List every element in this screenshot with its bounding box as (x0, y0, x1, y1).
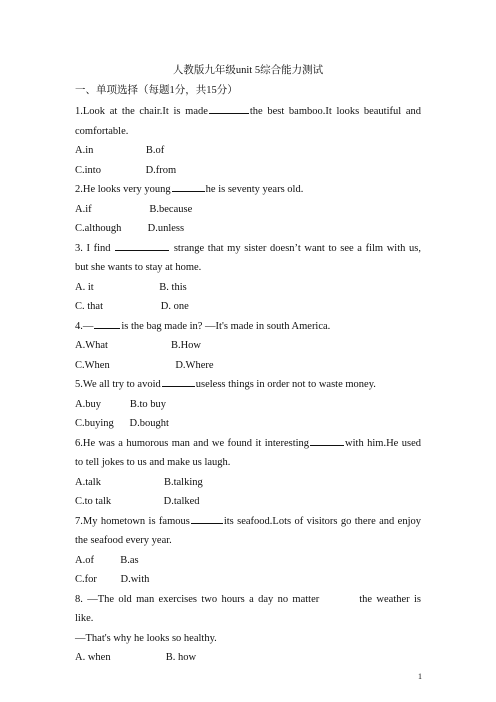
options-row: C.into D.from (75, 164, 177, 176)
options-row: C. that D. one (75, 301, 189, 312)
question-item (75, 102, 421, 180)
question-stem (75, 239, 421, 278)
options-row: A.buy B.to buy (75, 398, 167, 410)
stem-text: 4.— (75, 320, 94, 332)
stem-text: useless things in order not to waste money. (195, 379, 376, 390)
options-row: C.buying D.bought (75, 418, 169, 429)
options-row: C.although D.unless (75, 223, 185, 234)
question-stem (75, 102, 421, 141)
options-row: C.for D.with (75, 574, 150, 585)
answer-blank (310, 434, 344, 446)
question-item (75, 590, 421, 668)
answer-blank (115, 239, 169, 251)
options-row: C.to talk D.talked (75, 496, 200, 507)
question-stem (75, 590, 421, 629)
stem-text: its seafood.Lots of visitors go there and enjoy the seafood every year. (75, 515, 421, 546)
options-row: A.in B.of (75, 145, 165, 156)
question-stem (75, 375, 421, 395)
stem-text: the weather is like. (75, 593, 421, 624)
options-row: A. it B. this (75, 281, 187, 293)
options-row: A. when B. how (75, 652, 197, 663)
options-row: A.What B.How (75, 340, 201, 351)
stem-text: 8. —The old man exercises two hours a day no matter (75, 593, 320, 605)
question-stem (75, 434, 421, 473)
stem-text: with him.He used to tell jokes to us and make us laugh. (75, 437, 421, 468)
stem-text: 7.My hometown is famous (75, 515, 190, 527)
document-title: 人教版九年级unit 5综合能力测试 (172, 65, 324, 76)
stem-text: 5.We all try to avoid (75, 379, 161, 390)
options-row: C.When D.Where (75, 359, 214, 371)
stem-text: strange that my sister doesn’t want to see a film with us, but she wants to stay at home. (75, 242, 421, 273)
stem-text: 2.He looks very young (75, 184, 171, 195)
question-stem (75, 180, 421, 200)
options-row: A.talk B.talking (75, 476, 203, 488)
answer-blank (94, 317, 120, 329)
question-item (75, 512, 421, 590)
stem-text: is the bag made in? —It's made in south America. (121, 320, 331, 332)
question-stem (75, 512, 421, 551)
stem-text: 3. I find (75, 242, 111, 254)
answer-blank (162, 375, 195, 387)
stem-text: he is seventy years old. (205, 184, 304, 195)
stem-text: 1.Look at the chair.It is made (75, 106, 208, 117)
section-heading: 一、单项选择（每题1分，共15分） (75, 85, 238, 96)
question-list (75, 102, 421, 668)
question-item (75, 239, 421, 317)
question-item (75, 375, 421, 434)
answer-blank (191, 512, 223, 524)
question-item (75, 434, 421, 512)
options-row: A.if B.because (75, 203, 193, 215)
options-row: A.of B.as (75, 554, 139, 566)
answer-blank (172, 180, 205, 192)
question-item (75, 180, 421, 239)
answer-blank (209, 102, 249, 114)
dialogue-line: —That's why he looks so healthy. (75, 632, 217, 644)
question-item (75, 317, 421, 376)
stem-text: 6.He was a humorous man and we found it interesting (75, 437, 310, 449)
question-stem (75, 317, 421, 337)
page-number: 1 (418, 672, 422, 681)
stem-text: the best bamboo.It looks beautiful and comfortable. (75, 106, 421, 137)
